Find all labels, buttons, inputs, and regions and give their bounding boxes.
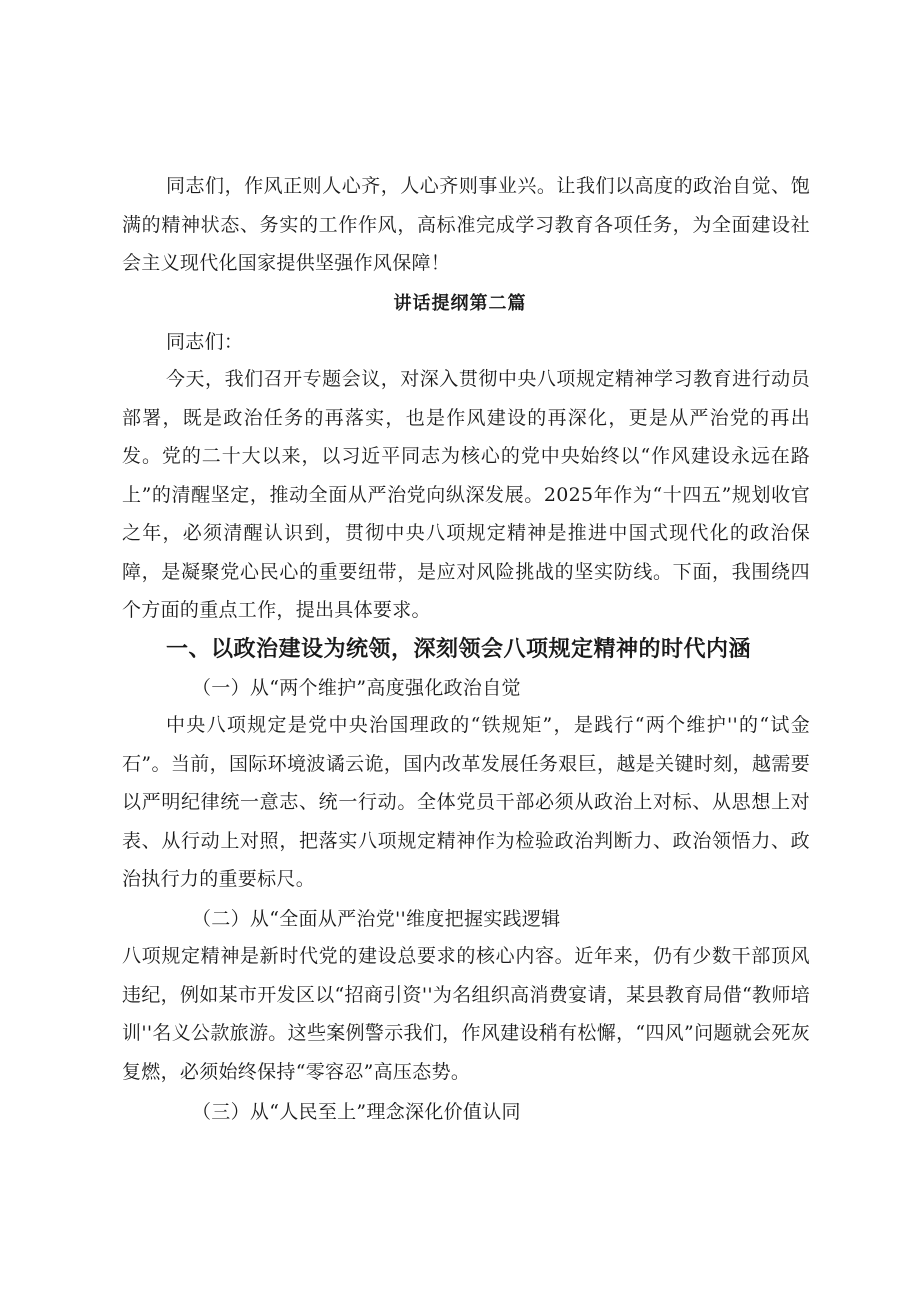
intro-paragraph: 今天，我们召开专题会议，对深入贯彻中央八项规定精神学习教育进行动员部署，既是政治任务的再落实，也是作风建设的再深化，更是从严治党的再出发。党的二十大以来，以习近平同志为核心的党中央始终以“作风建设永远在路上”的清醒坚定，推动全面从严治党向纵深发展。2025年作为“十四五”规划收官之年，必须清醒认识到，贯彻中央八项规定精神是推进中国式现代化的政治保障，是凝聚党心民心的重要纽带，是应对风险挑战的坚实防线。下面，我围绕四个方面的重点工作，提出具体要求。 [122,368,810,621]
salutation: 同志们： [166,331,244,353]
subheading-1: （一）从“两个维护”高度强化政治自觉 [192,677,521,699]
section-title: 讲话提纲第二篇 [393,293,527,314]
closing-paragraph: 同志们，作风正则人心齐，人心齐则事业兴。让我们以高度的政治自觉、饱满的精神状态、务实的工作作风，高标准完成学习教育各项任务，为全面建设社会主义现代化国家提供坚强作风保障！ [122,175,810,274]
subheading-2-paragraph: 八项规定精神是新时代党的建设总要求的核心内容。近年来，仍有少数干部顶风违纪，例如某市开发区以“招商引资''为名组织高消费宴请，某县教育局借“教师培训''名义公款旅游。这些案例警示我们，作风建设稍有松懈，“四风”问题就会死灰复燃，必须始终保持“零容忍”高压态势。 [122,945,810,1083]
heading-1: 一、以政治建设为统领，深刻领会八项规定精神的时代内涵 [166,637,752,662]
subheading-1-paragraph: 中央八项规定是党中央治国理政的“铁规矩”，是践行“两个维护''的“试金石”。当前，国际环境波谲云诡，国内改革发展任务艰巨，越是关键时刻，越需要以严明纪律统一意志、统一行动。全体党员干部必须从政治上对标、从思想上对表、从行动上对照，把落实八项规定精神作为检验政治判断力、政治领悟力、政治执行力的重要标尺。 [122,714,810,890]
subheading-2: （二）从“全面从严治党''维度把握实践逻辑 [192,908,561,930]
subheading-3: （三）从“人民至上”理念深化价值认同 [192,1101,521,1123]
